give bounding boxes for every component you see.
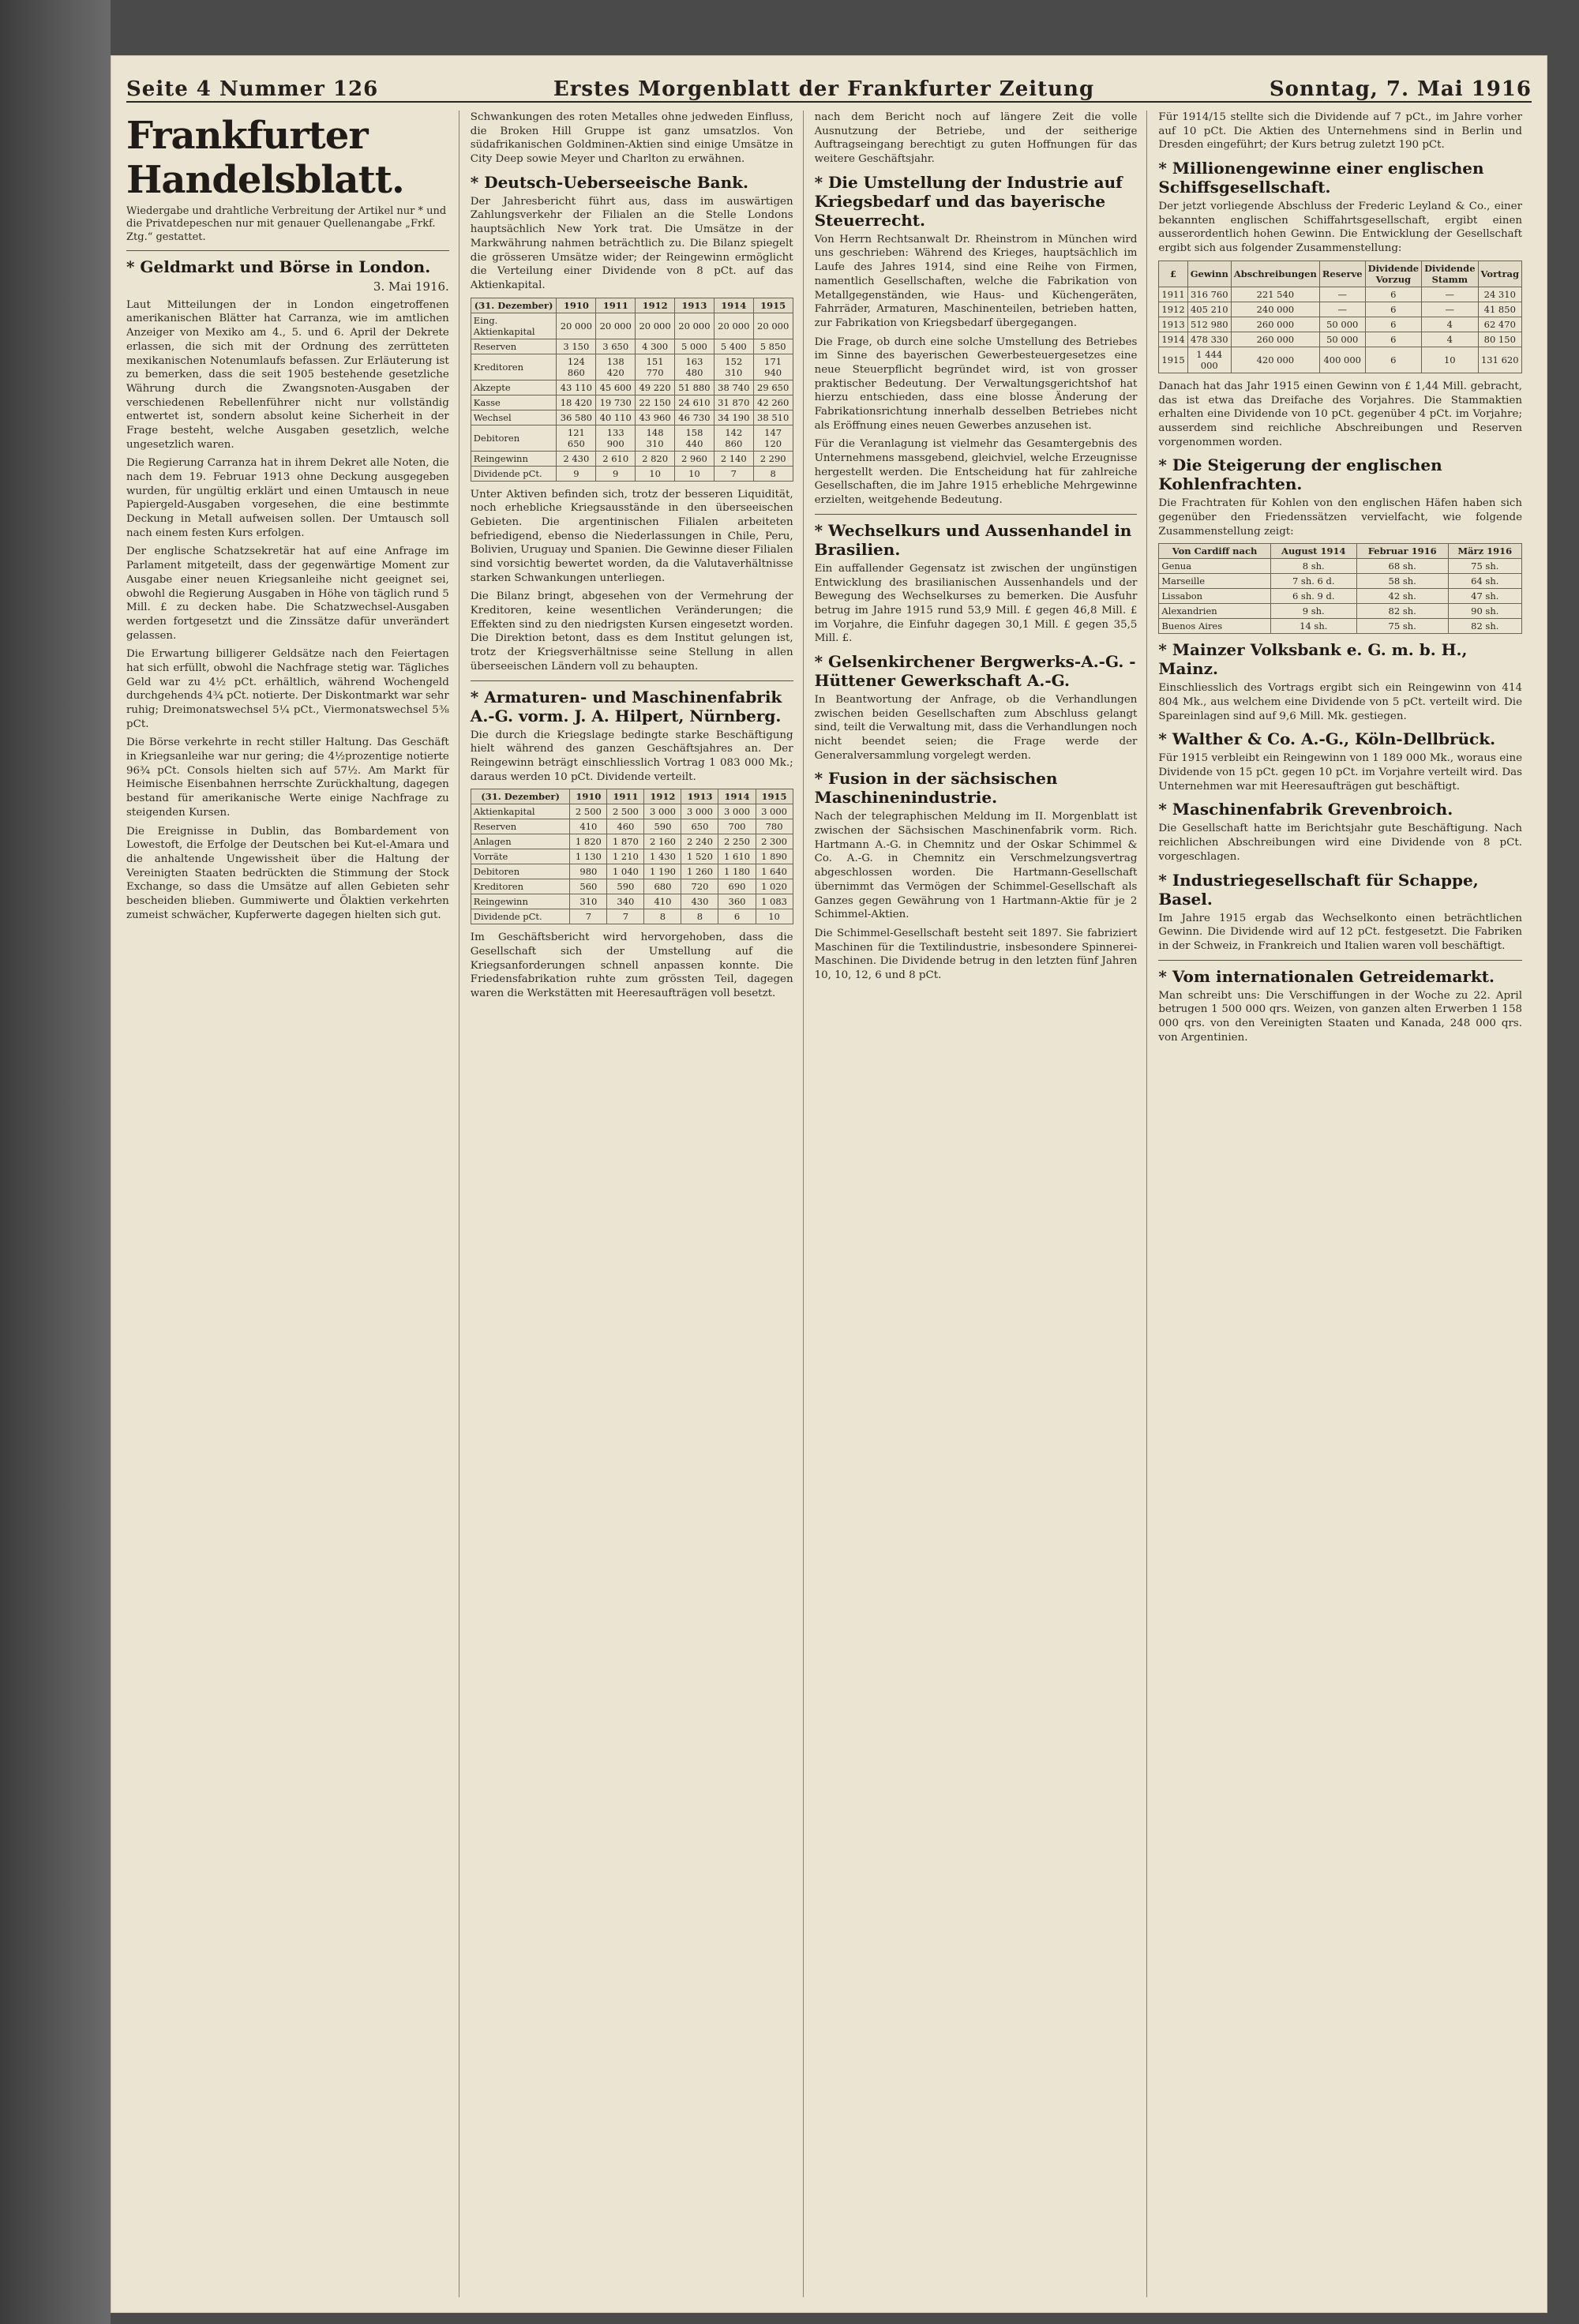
table-cell: 158 440: [675, 425, 714, 451]
table-header-cell: Dividende Vorzug: [1365, 261, 1421, 287]
table-cell: 7: [607, 909, 644, 924]
table-header-cell: Von Cardiff nach: [1159, 544, 1270, 559]
table-cell: 2 300: [756, 834, 793, 849]
table-cell: 20 000: [675, 313, 714, 339]
table-cell: 1 820: [570, 834, 607, 849]
table-cell: 2 500: [570, 804, 607, 819]
table-cell: 240 000: [1231, 302, 1319, 317]
table-header-cell: 1910: [557, 298, 596, 313]
table-cell: 460: [607, 819, 644, 834]
table-cell: 138 420: [596, 354, 636, 380]
table-cell: 34 190: [714, 410, 753, 425]
article-paragraph: Die Schimmel-Gesellschaft besteht seit 1897. Sie fabriziert Maschinen für die Textilindustrie, insbesondere Spinnerei-Maschinen. Die Dividende betrug in den letzten fünf Jahren 10, 10, 12, 6 und 8 pCt.: [814, 927, 1138, 981]
table-cell: 31 870: [714, 395, 753, 410]
article-paragraph: Der Jahresbericht führt aus, dass im auswärtigen Zahlungsverkehr der Filialen an die Stelle Londons hauptsächlich New York trat. Die Umsätze in der Markwährung nahmen beträchtlich zu. Die Bilanz spiegelt die grösseren Umsätze wider; der Reingewinn ermöglicht die Verteilung einer Dividende von 8 pCt. auf das Aktienkapital.: [470, 195, 793, 291]
table-cell: —: [1422, 287, 1478, 302]
table-row: [471, 819, 793, 834]
table-row: [471, 864, 793, 879]
table-cell: 124 860: [557, 354, 596, 380]
table-cell: 8 sh.: [1270, 559, 1356, 574]
table-cell: Kasse: [471, 395, 557, 410]
table-cell: 2 290: [753, 451, 793, 466]
header-page-number: Seite 4 Nummer 126: [126, 77, 379, 101]
table-cell: 1913: [1159, 317, 1187, 332]
table-cell: 20 000: [636, 313, 675, 339]
table-row: [1159, 559, 1522, 574]
table-header-cell: 1915: [753, 298, 793, 313]
table-cell: 3 000: [681, 804, 718, 819]
table-cell: 360: [718, 894, 756, 909]
table-cell: Genua: [1159, 559, 1270, 574]
table-cell: 2 610: [596, 451, 636, 466]
table-cell: 49 220: [636, 380, 675, 395]
table-row: [471, 909, 793, 924]
table-cell: 20 000: [714, 313, 753, 339]
table-row: [471, 380, 793, 395]
table-cell: 171 940: [753, 354, 793, 380]
table-cell: 24 310: [1478, 287, 1521, 302]
article-paragraph: Die Börse verkehrte in recht stiller Haltung. Das Geschäft in Kriegsanleihe war nur gering; die 4½prozentige notierte 96¾ pCt. Consols hielten sich auf 57½. Am Markt für Heimische Eisenbahnen herrschte Zurückhaltung, dagegen bestand für amerikanische Werte einige Nachfrage zu steigenden Kursen.: [126, 737, 449, 819]
article-dateline: 3. Mai 1916.: [373, 279, 449, 294]
table-cell: 10: [636, 466, 675, 481]
column-1: [126, 111, 459, 2297]
table-cell: 8: [681, 909, 718, 924]
table-cell: 221 540: [1231, 287, 1319, 302]
table-cell: 163 480: [675, 354, 714, 380]
table-cell: 14 sh.: [1270, 619, 1356, 634]
table-header-cell: £: [1159, 261, 1187, 287]
table-cell: 4 300: [636, 339, 675, 354]
table-cell: 42 260: [753, 395, 793, 410]
article-heading: * Maschinenfabrik Grevenbroich.: [1158, 800, 1453, 819]
financial-table-2: [471, 789, 793, 924]
table-cell: 24 610: [675, 395, 714, 410]
financial-table-1: [471, 298, 793, 482]
table-header-cell: Februar 1916: [1356, 544, 1448, 559]
article-columns: [126, 111, 1532, 2297]
table-cell: 260 000: [1231, 317, 1319, 332]
table-cell: 62 470: [1478, 317, 1521, 332]
table-cell: 310: [570, 894, 607, 909]
table-cell: Vorräte: [471, 849, 570, 864]
table-cell: 20 000: [753, 313, 793, 339]
table-row: [471, 804, 793, 819]
table-cell: 43 960: [636, 410, 675, 425]
masthead-note: Wiedergabe und drahtliche Verbreitung der Artikel nur * und die Privatdepeschen nur mit genauer Quellenangabe „Frkf. Ztg.“ gestattet.: [126, 205, 447, 243]
article-heading: * Wechselkurs und Aussenhandel in Brasilien.: [814, 520, 1132, 559]
table-cell: 8: [753, 466, 793, 481]
page-header: [126, 69, 1532, 103]
table-header-cell: (31. Dezember): [471, 298, 557, 313]
table-cell: 36 580: [557, 410, 596, 425]
table-cell: 1 190: [644, 864, 681, 879]
article-paragraph: Der jetzt vorliegende Abschluss der Frederic Leyland & Co., einer bekannten englischen Schiffahrtsgesellschaft, ergibt einen ausserordentlich hohen Gewinn. Die Entwicklung der Gesellschaft ergibt sich aus folgender Zusammenstellung:: [1158, 201, 1522, 255]
table-cell: 133 900: [596, 425, 636, 451]
table-cell: 410: [644, 894, 681, 909]
table-cell: 1 260: [681, 864, 718, 879]
table-cell: Reserven: [471, 339, 557, 354]
table-cell: 29 650: [753, 380, 793, 395]
table-cell: 1912: [1159, 302, 1187, 317]
newspaper-page: [111, 55, 1547, 2313]
article-paragraph: Laut Mitteilungen der in London eingetroffenen amerikanischen Blätter hat Carranza, wie im amtlichen Anzeiger von Mexiko am 4., 5. und 6. April der Dekrete erlassen, die sich mit der Ordnung des zerrütteten mexikanischen Notenumlaufs befassen. Zur Erläuterung ist zu bemerken, dass die seit 1905 bestehende gesetzliche Währung durch die Zwangsnoten-Ausgaben der verschiedenen Rebellenführer nicht nur vollständig entwertet ist, sondern absolut keine Sicherheit in der Frage besteht, welche Ausgaben gesetzlich, welche ungesetzlich waren.: [126, 298, 449, 451]
table-cell: 121 650: [557, 425, 596, 451]
table-cell: 590: [607, 879, 644, 894]
table-cell: Debitoren: [471, 425, 557, 451]
table-cell: 75 sh.: [1448, 559, 1521, 574]
table-cell: 3 000: [756, 804, 793, 819]
table-cell: Kreditoren: [471, 879, 570, 894]
table-cell: 46 730: [675, 410, 714, 425]
article-paragraph: Danach hat das Jahr 1915 einen Gewinn von £ 1,44 Mill. gebracht, das ist etwa das Dreifache des Vorjahres. Die Stammaktien erhalten eine Dividende von 10 pCt. gegenüber 4 pCt. im Vorjahre; ausserdem sind reichliche Abschreibungen und Reserven vorgenommen worden.: [1158, 380, 1522, 448]
article-paragraph: Die Gesellschaft hatte im Berichtsjahr gute Beschäftigung. Nach reichlichen Abschreibungen wird eine Dividende von 8 pCt. vorgeschlagen.: [1158, 823, 1522, 863]
table-cell: Alexandrien: [1159, 604, 1270, 619]
article-heading: * Walther & Co. A.-G., Köln-Dellbrück.: [1158, 729, 1496, 749]
table-cell: 400 000: [1319, 347, 1365, 373]
article-paragraph: Ein auffallender Gegensatz ist zwischen der ungünstigen Entwicklung des brasilianischen Aussenhandels und der Bewegung des Wechselkurses zu bemerken. Die Ausfuhr betrug im Jahre 1915 rund 53,9 Mill. £ gegen 46,8 Mill. £ im Vorjahre, die Einfuhr dagegen 30,1 Mill. £ gegen 35,5 Mill. £.: [814, 562, 1138, 645]
table-cell: 1 210: [607, 849, 644, 864]
table-cell: 1 180: [718, 864, 756, 879]
table-cell: Anlagen: [471, 834, 570, 849]
table-cell: 6: [1365, 302, 1421, 317]
table-cell: 2 500: [607, 804, 644, 819]
table-cell: 147 120: [753, 425, 793, 451]
table-cell: 700: [718, 819, 756, 834]
article-heading: * Die Umstellung der Industrie auf Kriegsbedarf und das bayerische Steuerrecht.: [814, 172, 1123, 230]
table-cell: 2 160: [644, 834, 681, 849]
table-cell: 2 250: [718, 834, 756, 849]
table-cell: 50 000: [1319, 332, 1365, 347]
article-paragraph: Die Frachtraten für Kohlen von den englischen Häfen haben sich gegenüber den Friedenssätzen vervielfacht, wie folgende Zusammenstellung zeigt:: [1158, 497, 1522, 538]
table-cell: 148 310: [636, 425, 675, 451]
article-heading: * Fusion in der sächsischen Maschinenindustrie.: [814, 769, 1058, 808]
table-cell: 4: [1422, 317, 1478, 332]
table-cell: 1 040: [607, 864, 644, 879]
table-header-cell: August 1914: [1270, 544, 1356, 559]
table-cell: 82 sh.: [1448, 619, 1521, 634]
column-3: [815, 111, 1148, 2297]
column-2: [471, 111, 804, 2297]
table-cell: 42 sh.: [1356, 589, 1448, 604]
table-cell: 1 520: [681, 849, 718, 864]
table-header-cell: Dividende Stamm: [1422, 261, 1478, 287]
table-cell: 1 444 000: [1187, 347, 1231, 373]
table-cell: 151 770: [636, 354, 675, 380]
table-header-cell: 1912: [636, 298, 675, 313]
table-row: [1159, 302, 1522, 317]
table-header-cell: 1915: [756, 789, 793, 804]
table-cell: 2 430: [557, 451, 596, 466]
article-paragraph: nach dem Bericht noch auf längere Zeit die volle Ausnutzung der Betriebe, und der seitherige Auftragseingang berechtigt zu guten Hoffnungen für das weitere Geschäftsjahr.: [814, 111, 1138, 166]
table-cell: 6: [1365, 317, 1421, 332]
divider: [815, 514, 1138, 515]
table-cell: 20 000: [596, 313, 636, 339]
table-row: [1159, 574, 1522, 589]
article-paragraph: Im Geschäftsbericht wird hervorgehoben, dass die Gesellschaft sich der Umstellung auf die Kriegsanforderungen schnell anpassen konnte. Die Friedensfabrikation ruhte zum grössten Teil, dagegen waren die Werkstätten mit Heeresaufträgen voll besetzt.: [470, 931, 793, 999]
table-cell: Dividende pCt.: [471, 909, 570, 924]
table-cell: 9: [557, 466, 596, 481]
table-cell: 142 860: [714, 425, 753, 451]
table-cell: 690: [718, 879, 756, 894]
article-paragraph: Die Ereignisse in Dublin, das Bombardement von Lowestoft, die Erfolge der Deutschen bei Kut-el-Amara und die anhaltende Ungewissheit über die Haltung der Vereinigten Staaten bedrückten die Stimmung der Stock Exchange, so dass die Umsätze auf allen Gebieten sehr bescheiden blieben. Gummiwerte und Ölaktien verkehrten zumeist schwächer, Kupferwerte dagegen hielten sich gut.: [126, 825, 449, 921]
table-header-cell: 1914: [718, 789, 756, 804]
table-cell: Reserven: [471, 819, 570, 834]
section-masthead: Frankfurter Handelsblatt.: [126, 114, 404, 202]
table-cell: 420 000: [1231, 347, 1319, 373]
table-cell: 680: [644, 879, 681, 894]
table-cell: 64 sh.: [1448, 574, 1521, 589]
table-cell: 1914: [1159, 332, 1187, 347]
table-row: [471, 451, 793, 466]
table-row: [471, 354, 793, 380]
table-row: [1159, 332, 1522, 347]
table-cell: 1 610: [718, 849, 756, 864]
article-paragraph: Man schreibt uns: Die Verschiffungen in der Woche zu 22. April betrugen 1 500 000 qrs. Weizen, von ganzen alten Erwerben 1 158 000 qrs. von den Vereinigten Staaten und Kanada, 248 000 qrs. von Argentinien.: [1158, 989, 1522, 1044]
table-cell: Dividende pCt.: [471, 466, 557, 481]
article-paragraph: Für die Veranlagung ist vielmehr das Gesamtergebnis des Unternehmens massgebend, gleichviel, welche Erzeugnisse hergestellt werden. Die Entscheidung hat für zahlreiche Gesellschaften, die im Jahre 1915 erhebliche Mehrgewinne erzielten, weitgehende Bedeutung.: [814, 438, 1138, 507]
table-cell: 80 150: [1478, 332, 1521, 347]
table-header-cell: Gewinn: [1187, 261, 1231, 287]
table-cell: 1 020: [756, 879, 793, 894]
table-cell: 405 210: [1187, 302, 1231, 317]
table-row: [1159, 317, 1522, 332]
article-paragraph: Im Jahre 1915 ergab das Wechselkonto einen beträchtlichen Gewinn. Die Dividende wird auf 12 pCt. festgesetzt. Die Fabriken in der Schweiz, in Frankreich und Italien waren voll beschäftigt.: [1158, 912, 1522, 952]
table-header-row: [1159, 544, 1522, 559]
table-cell: 2 240: [681, 834, 718, 849]
table-row: [471, 410, 793, 425]
table-cell: 75 sh.: [1356, 619, 1448, 634]
table-cell: 45 600: [596, 380, 636, 395]
table-cell: 6: [1365, 287, 1421, 302]
table-cell: 18 420: [557, 395, 596, 410]
table-row: [471, 879, 793, 894]
table-cell: 3 000: [644, 804, 681, 819]
table-header-cell: 1913: [675, 298, 714, 313]
table-cell: 22 150: [636, 395, 675, 410]
article-paragraph: Schwankungen des roten Metalles ohne jedweden Einfluss, die Broken Hill Gruppe ist ganz umsatzlos. Von südafrikanischen Goldminen-Aktien sind einige Umsätze in City Deep sowie Meyer und Charlton zu erwähnen.: [470, 111, 793, 166]
article-paragraph: Für 1915 verbleibt ein Reingewinn von 1 189 000 Mk., woraus eine Dividende von 15 pCt. gegen 10 pCt. im Vorjahre verteilt wird. Das Unternehmen war mit Heeresaufträgen gut beschäftigt.: [1158, 752, 1522, 793]
table-header-cell: 1913: [681, 789, 718, 804]
table-cell: 82 sh.: [1356, 604, 1448, 619]
table-row: [1159, 619, 1522, 634]
table-row: [471, 425, 793, 451]
table-cell: Akzepte: [471, 380, 557, 395]
binding-spine: [0, 0, 111, 2324]
table-cell: 1 083: [756, 894, 793, 909]
table-cell: 980: [570, 864, 607, 879]
table-cell: 2 820: [636, 451, 675, 466]
table-header-row: [1159, 261, 1522, 287]
article-paragraph: Die Erwartung billigerer Geldsätze nach den Feiertagen hat sich erfüllt, obwohl die Nachfrage stetig war. Tägliches Geld war zu 4½ pCt. erhältlich, während Wochengeld durchgehends 4¾ pCt. notierte. Der Diskontmarkt war sehr ruhig; Dreimonatswechsel 5¼ pCt., Viermonatswechsel 5⅜ pCt.: [126, 648, 449, 730]
table-cell: 3 150: [557, 339, 596, 354]
table-cell: 152 310: [714, 354, 753, 380]
table-row: [471, 849, 793, 864]
table-cell: 1 870: [607, 834, 644, 849]
article-paragraph: Die Regierung Carranza hat in ihrem Dekret alle Noten, die nach dem 19. Februar 1913 ohne Deckung ausgegeben wurden, für ungültig erklärt und einen Umtausch in neue Papiergeld-Ausgaben vorgesehen, die eine bestimmte Deckung in Metall aufweisen sollen. Der Umtausch soll nach einem festen Kurs erfolgen.: [126, 457, 449, 539]
table-cell: 1 640: [756, 864, 793, 879]
table-header-row: [471, 298, 793, 313]
table-cell: 3 650: [596, 339, 636, 354]
table-cell: 51 880: [675, 380, 714, 395]
divider: [126, 250, 449, 251]
article-paragraph: Von Herrn Rechtsanwalt Dr. Rheinstrom in München wird uns geschrieben: Während des Krieges, hauptsächlich im Laufe des Jahres 1914, sind eine Reihe von Firmen, namentlich Gesellschaften, welche die Fabrikation von Metallgegenständen, wie Haus- und Küchengeräten, Fahrräder, Armaturen, Maschinenteilen, betrieben hatten, zur Fabrikation von Kriegsbedarf übergegangen.: [814, 233, 1138, 329]
table-cell: 560: [570, 879, 607, 894]
article-paragraph: Die Bilanz bringt, abgesehen von der Vermehrung der Kreditoren, keine wesentlichen Veränderungen; die Effekten sind zu den niedrigsten Kursen eingesetzt worden. Die Direktion betont, dass es dem Institut gelungen ist, trotz der Kriegsverhältnisse seine Stellung in allen überseeischen Ländern voll zu behaupten.: [470, 590, 793, 673]
table-cell: 2 960: [675, 451, 714, 466]
table-row: [471, 313, 793, 339]
table-cell: 780: [756, 819, 793, 834]
table-cell: Kreditoren: [471, 354, 557, 380]
table-cell: 41 850: [1478, 302, 1521, 317]
table-row: [471, 395, 793, 410]
table-cell: 260 000: [1231, 332, 1319, 347]
table-cell: 340: [607, 894, 644, 909]
article-heading: * Gelsenkirchener Bergwerks-A.-G. - Hüttener Gewerkschaft A.-G.: [814, 651, 1136, 690]
table-header-cell: 1914: [714, 298, 753, 313]
article-paragraph: Die Frage, ob durch eine solche Umstellung des Betriebes im Sinne des bayerischen Gewerbesteuergesetzes eine neue Steuerpflicht begründet wird, ist von grosser praktischer Bedeutung. Der Verwaltungsgerichtshof hat hierzu entschieden, dass eine blosse Änderung der Fabrikationsrichtung innerhalb desselben Betriebes nicht als Eröffnung eines neuen Gewerbes anzusehen ist.: [814, 335, 1138, 432]
table-cell: Eing. Aktienkapital: [471, 313, 557, 339]
table-cell: 478 330: [1187, 332, 1231, 347]
table-cell: 1 890: [756, 849, 793, 864]
table-header-cell: 1910: [570, 789, 607, 804]
table-row: [1159, 589, 1522, 604]
table-header-cell: Abschreibungen: [1231, 261, 1319, 287]
table-cell: 430: [681, 894, 718, 909]
freight-table: [1158, 543, 1522, 634]
table-cell: 6: [1365, 347, 1421, 373]
table-row: [1159, 287, 1522, 302]
table-cell: 512 980: [1187, 317, 1231, 332]
table-row: [471, 466, 793, 481]
table-cell: 410: [570, 819, 607, 834]
article-heading: * Mainzer Volksbank e. G. m. b. H., Mainz.: [1158, 640, 1468, 679]
article-heading: * Deutsch-Ueberseeische Bank.: [470, 172, 748, 192]
table-cell: 43 110: [557, 380, 596, 395]
article-paragraph: Unter Aktiven befinden sich, trotz der besseren Liquidität, noch erhebliche Kriegsausstände in den überseeischen Gebieten. Die argentinischen Filialen arbeiteten befriedigend, ebenso die Niederlassungen in Chile, Peru, Bolivien, Uruguay und Spanien. Die Gewinne dieser Filialen sind vorsichtig bewertet worden, da die Valutaverhältnisse starken Schwankungen unterliegen.: [470, 488, 793, 584]
table-cell: 9 sh.: [1270, 604, 1356, 619]
table-cell: Buenos Aires: [1159, 619, 1270, 634]
table-cell: 19 730: [596, 395, 636, 410]
table-cell: 10: [675, 466, 714, 481]
table-cell: 58 sh.: [1356, 574, 1448, 589]
table-cell: 4: [1422, 332, 1478, 347]
table-header-cell: 1911: [607, 789, 644, 804]
table-header-cell: 1912: [644, 789, 681, 804]
table-cell: Debitoren: [471, 864, 570, 879]
table-cell: 590: [644, 819, 681, 834]
table-cell: 68 sh.: [1356, 559, 1448, 574]
table-cell: 20 000: [557, 313, 596, 339]
article-heading: * Industriegesellschaft für Schappe, Basel.: [1158, 870, 1479, 909]
table-cell: 1915: [1159, 347, 1187, 373]
table-cell: 47 sh.: [1448, 589, 1521, 604]
table-cell: Wechsel: [471, 410, 557, 425]
article-heading: * Millionengewinne einer englischen Schiffsgesellschaft.: [1158, 159, 1484, 197]
column-4: [1158, 111, 1532, 2297]
article-heading: * Vom internationalen Getreidemarkt.: [1158, 966, 1495, 986]
table-cell: —: [1422, 302, 1478, 317]
header-paper-title: Erstes Morgenblatt der Frankfurter Zeitung: [553, 77, 1095, 101]
table-header-row: [471, 789, 793, 804]
table-cell: 38 510: [753, 410, 793, 425]
table-cell: 720: [681, 879, 718, 894]
table-cell: 2 140: [714, 451, 753, 466]
table-cell: Reingewinn: [471, 894, 570, 909]
table-row: [471, 834, 793, 849]
table-cell: 10: [756, 909, 793, 924]
table-header-cell: (31. Dezember): [471, 789, 570, 804]
table-cell: 6: [1365, 332, 1421, 347]
table-header-cell: Vortrag: [1478, 261, 1521, 287]
article-paragraph: Die durch die Kriegslage bedingte starke Beschäftigung hielt während des ganzen Geschäftsjahres an. Der Reingewinn beträgt einschliesslich Vortrag 1 083 000 Mk.; daraus werden 10 pCt. Dividende verteilt.: [470, 729, 793, 783]
table-cell: 6: [718, 909, 756, 924]
table-cell: —: [1319, 302, 1365, 317]
divider: [1158, 960, 1522, 961]
table-cell: 1 130: [570, 849, 607, 864]
article-heading: * Die Steigerung der englischen Kohlenfrachten.: [1158, 455, 1442, 494]
table-cell: 90 sh.: [1448, 604, 1521, 619]
table-cell: 50 000: [1319, 317, 1365, 332]
table-cell: 5 000: [675, 339, 714, 354]
table-cell: 1 430: [644, 849, 681, 864]
table-cell: 5 400: [714, 339, 753, 354]
table-cell: 131 620: [1478, 347, 1521, 373]
table-cell: 10: [1422, 347, 1478, 373]
table-cell: 3 000: [718, 804, 756, 819]
article-paragraph: Einschliesslich des Vortrags ergibt sich ein Reingewinn von 414 804 Mk., aus welchem eine Dividende von 5 pCt. verteilt wird. Die Spareinlagen sind auf 9,6 Mill. Mk. gestiegen.: [1158, 682, 1522, 722]
table-header-cell: März 1916: [1448, 544, 1521, 559]
table-cell: Lissabon: [1159, 589, 1270, 604]
table-cell: 7 sh. 6 d.: [1270, 574, 1356, 589]
table-cell: 8: [644, 909, 681, 924]
table-row: [471, 339, 793, 354]
table-cell: 1911: [1159, 287, 1187, 302]
table-cell: Aktienkapital: [471, 804, 570, 819]
table-cell: 38 740: [714, 380, 753, 395]
article-paragraph: Der englische Schatzsekretär hat auf eine Anfrage im Parlament mitgeteilt, dass der gegenwärtige Moment zur Ausgabe einer neuen Kriegsanleihe nicht geeignet sei, obwohl die Regierung Ausgaben in Höhe von täglich rund 5 Mill. £ zu decken habe. Die Schatzwechsel-Ausgaben werden fortgesetzt und die Zinssätze dafür unverändert gelassen.: [126, 545, 449, 642]
divider: [471, 680, 793, 681]
article-heading: * Geldmarkt und Börse in London.: [126, 257, 431, 276]
table-row: [1159, 347, 1522, 373]
article-paragraph: In Beantwortung der Anfrage, ob die Verhandlungen zwischen beiden Gesellschaften zum Abschluss gelangt sind, teilt die Verwaltung mit, dass die Verhandlungen noch nicht beendet seien; die Frage werde der Generalversammlung vorgelegt werden.: [814, 693, 1138, 762]
table-cell: 316 760: [1187, 287, 1231, 302]
article-heading: * Armaturen- und Maschinenfabrik A.-G. vorm. J. A. Hilpert, Nürnberg.: [470, 687, 782, 725]
table-cell: 650: [681, 819, 718, 834]
table-cell: 9: [596, 466, 636, 481]
table-cell: 5 850: [753, 339, 793, 354]
table-row: [471, 894, 793, 909]
table-cell: 40 110: [596, 410, 636, 425]
table-cell: 7: [570, 909, 607, 924]
table-cell: 6 sh. 9 d.: [1270, 589, 1356, 604]
table-cell: Marseille: [1159, 574, 1270, 589]
financial-table-3: [1158, 261, 1522, 373]
table-header-cell: 1911: [596, 298, 636, 313]
table-cell: 7: [714, 466, 753, 481]
article-paragraph: Für 1914/15 stellte sich die Dividende auf 7 pCt., im Jahre vorher auf 10 pCt. Die Aktien des Unternehmens sind in Berlin und Dresden eingeführt; der Kurs betrug zuletzt 190 pCt.: [1158, 111, 1522, 152]
header-date: Sonntag, 7. Mai 1916: [1269, 77, 1532, 101]
table-cell: Reingewinn: [471, 451, 557, 466]
table-row: [1159, 604, 1522, 619]
table-cell: —: [1319, 287, 1365, 302]
article-paragraph: Nach der telegraphischen Meldung im II. Morgenblatt ist zwischen der Sächsischen Maschinenfabrik vorm. Rich. Hartmann A.-G. in Chemnitz und der Oskar Schimmel & Co. A.-G. in Chemnitz ein Verschmelzungsvertrag abgeschlossen worden. Die Hartmann-Gesellschaft übernimmt das Vermögen der Schimmel-Gesellschaft als Ganzes gegen Gewährung von 1 Hartmann-Aktie für je 2 Schimmel-Aktien.: [814, 811, 1138, 921]
table-header-cell: Reserve: [1319, 261, 1365, 287]
